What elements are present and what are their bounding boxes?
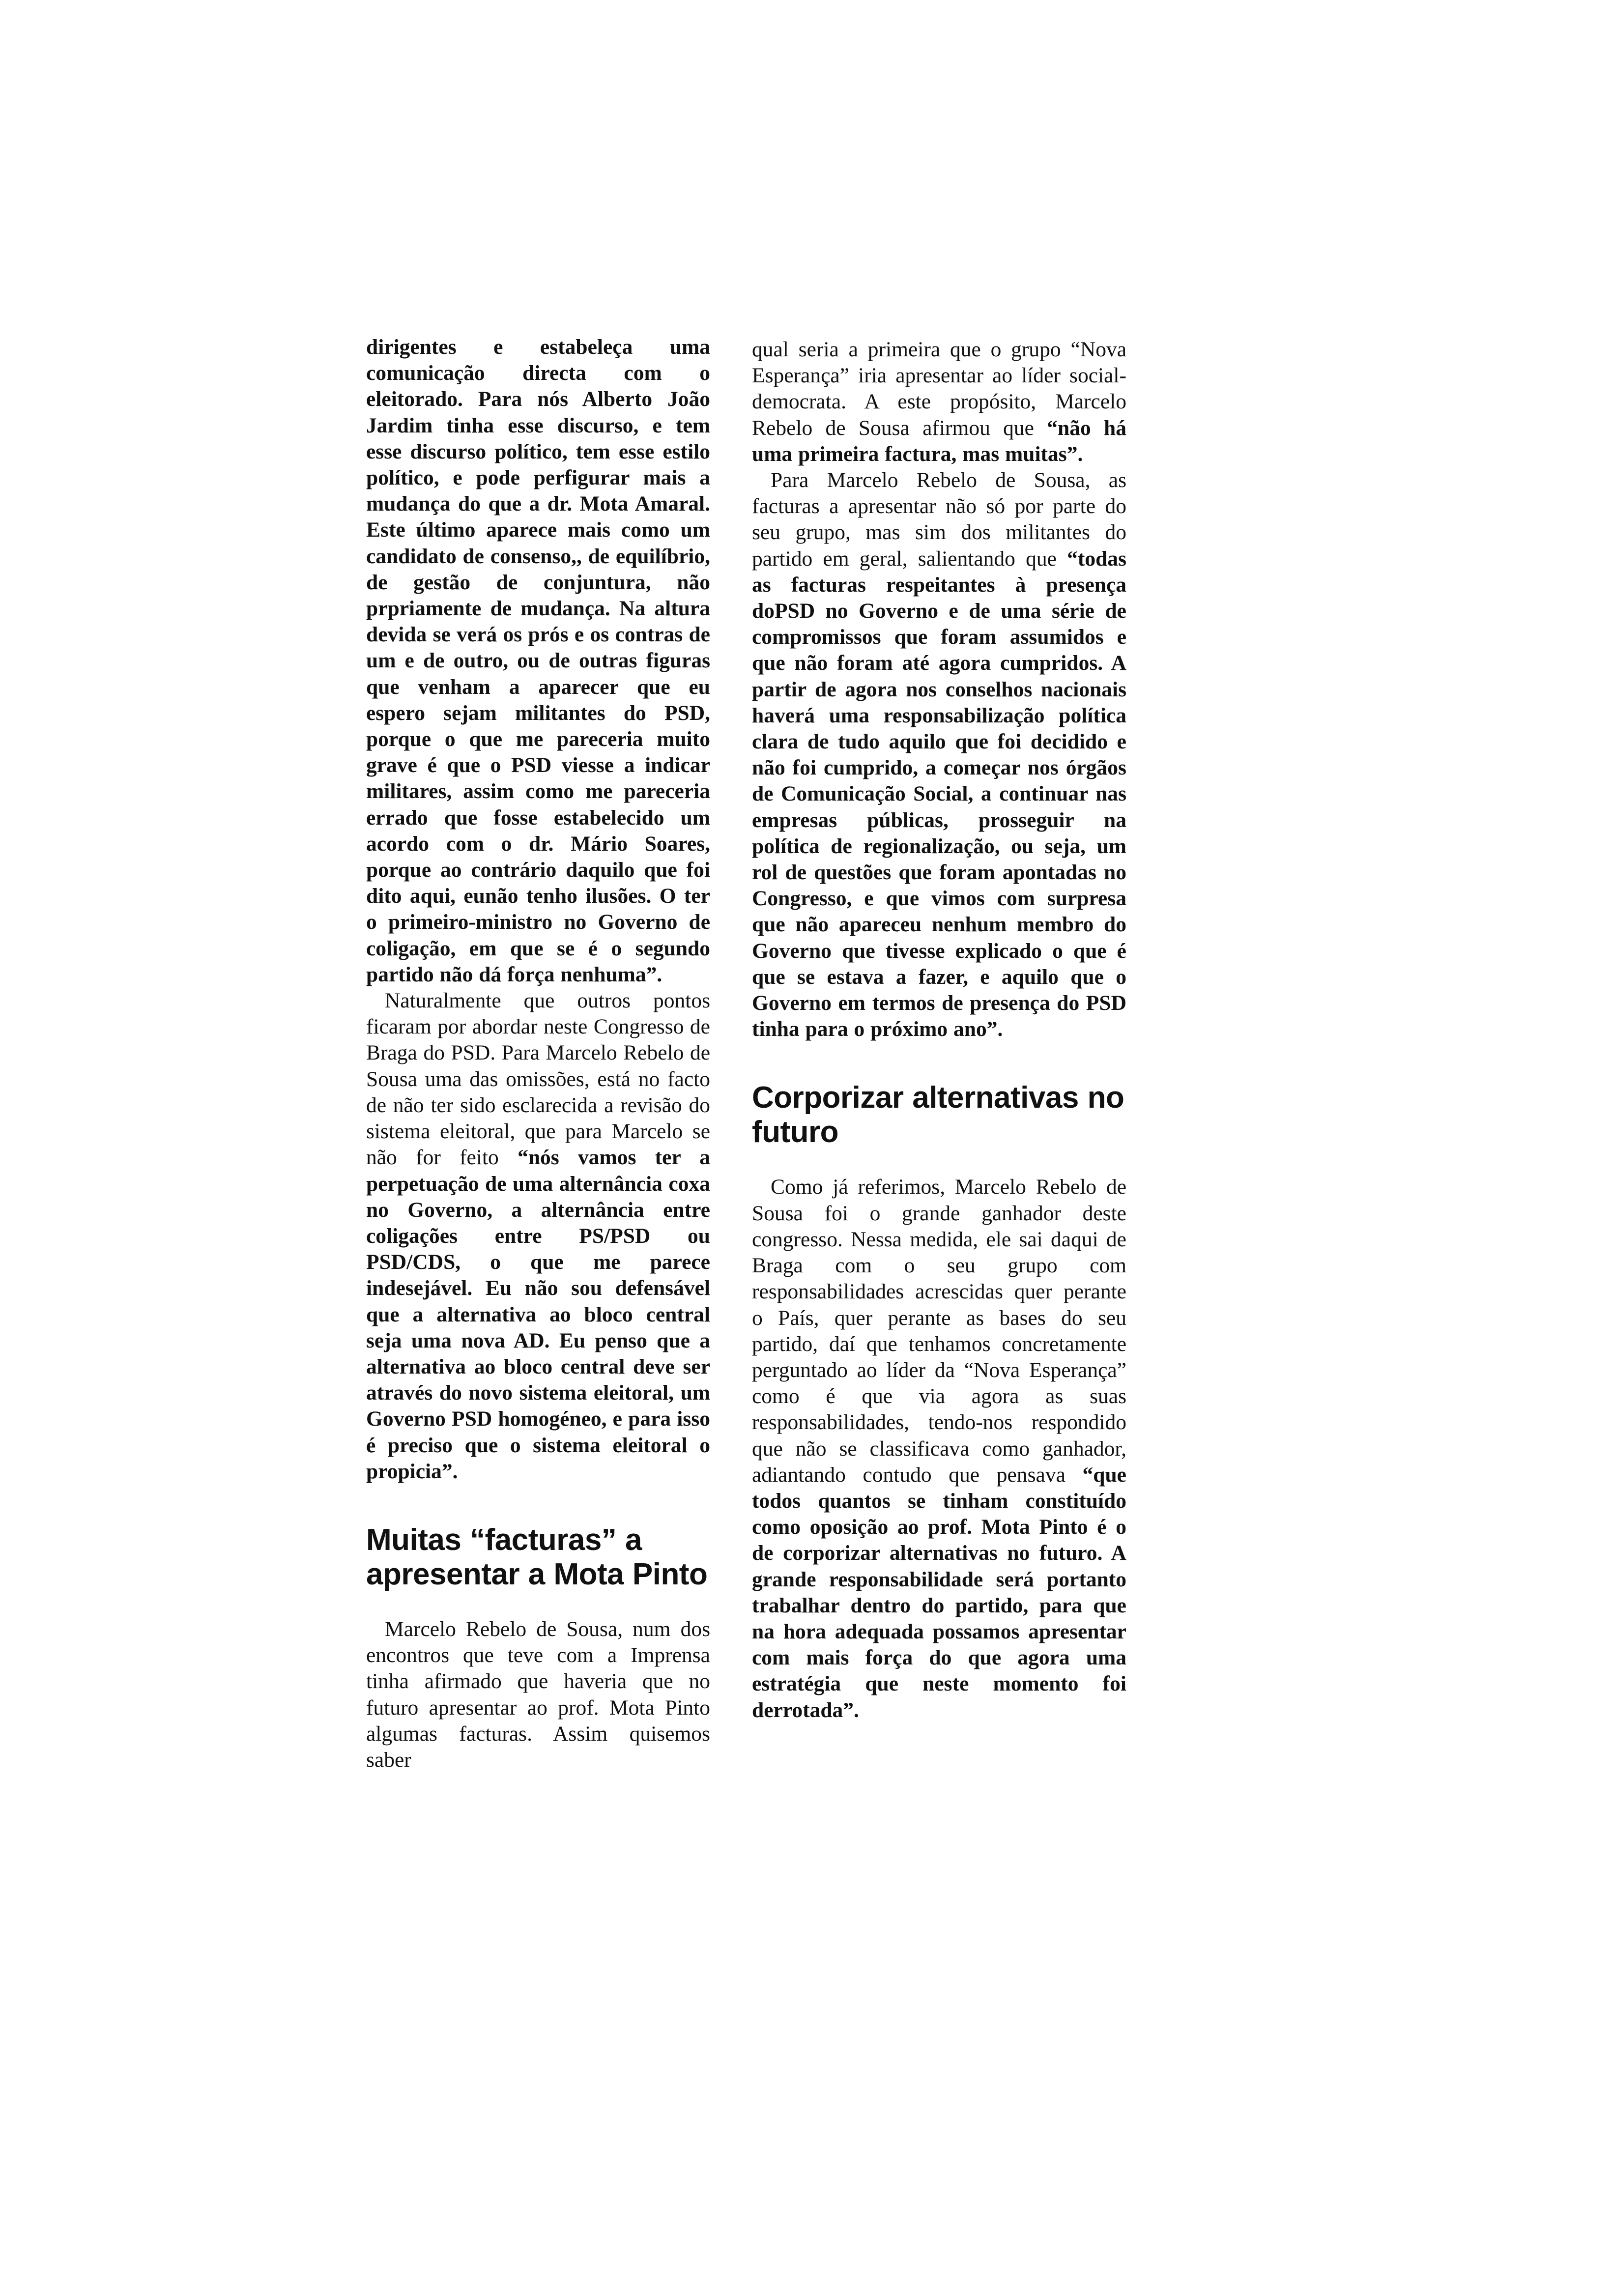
paragraph-text: dirigentes e estabeleça uma comunicação directa com o eleitorado. Para nós Alberto João Jardim tinha esse discurso, e tem esse discurso político, tem esse estilo político, e pode perfigurar mais a mudança do que a dr. Mota Amaral. Este último aparece mais como um candidato de consenso,, de equilíbrio, de gestão de conjuntura, não prpriamente de mudança. Na altura devida se verá os prós e os contras de um e de outro, ou de outras figuras que venham a aparecer que eu espero sejam militantes do PSD, porque o que me pareceria muito grave é que o PSD viesse a indicar militares, assim como me pareceria errado que fosse estabelecido um acordo com o dr. Mário Soares, porque ao contrário daquilo que foi dito aqui, eunão tenho ilusões. O ter o primeiro-ministro no Governo de coligação, em que se é o segundo partido não dá força nenhuma”. (366, 335, 710, 986)
paragraph-quote: “não há uma primeira factura, mas muitas”. (752, 416, 1126, 466)
paragraph (366, 988, 710, 1485)
paragraph (366, 1616, 710, 1773)
paragraph-quote: “que todos quantos se tinham constituído como oposição ao prof. Mota Pinto é o de corporizar alternativas no futuro. A grande responsabilidade será portanto trabalhar dentro do partido, para que na hora adequada possamos apresentar com mais força do que agora uma estratégia que neste momento foi derrotada”. (752, 1463, 1126, 1722)
right-column (752, 337, 1126, 1723)
paragraph-text: Para Marcelo Rebelo de Sousa, as facturas a apresentar não só por parte do seu grupo, mas sim dos militantes do partido em geral, salientando que (752, 468, 1126, 571)
paragraph-text: Como já referimos, Marcelo Rebelo de Sousa foi o grande ganhador deste congresso. Nessa medida, ele sai daqui de Braga com o seu grupo com responsabilidades acrescidas quer perante o País, quer perante as bases do seu partido, daí que tenhamos concretamente perguntado ao líder da “Nova Esperança” como é que via agora as suas responsabilidades, tendo-nos respondido que não se classificava como ganhador, adiantando contudo que pensava (752, 1175, 1126, 1487)
paragraph (752, 337, 1126, 467)
paragraph (752, 467, 1126, 1042)
paragraph-text: Marcelo Rebelo de Sousa, num dos encontros que teve com a Imprensa tinha afirmado que haveria que no futuro apresentar ao prof. Mota Pinto algumas facturas. Assim quisemos saber (366, 1617, 710, 1772)
paragraph-quote: “nós vamos ter a perpetuação de uma alternância coxa no Governo, a alternância entre coligações entre PS/PSD ou PSD/CDS, o que me parece indesejável. Eu não sou defensável que a alternativa ao bloco central seja uma nova AD. Eu penso que a alternativa ao bloco central deve ser através do novo sistema eleitoral, um Governo PSD homogéneo, e para isso é preciso que o sistema eleitoral o propicia”. (366, 1146, 710, 1483)
paragraph (366, 334, 710, 988)
paragraph (752, 1174, 1126, 1723)
left-column (366, 334, 710, 1773)
paragraph-quote: “todas as facturas respeitantes à presença doPSD no Governo e de uma série de compromissos que foram assumidos e que não foram até agora cumpridos. A partir de agora nos conselhos nacionais haverá uma responsabilização política clara de tudo aquilo que foi decidido e não foi cumprido, a começar nos órgãos de Comunicação Social, a continuar nas empresas públicas, prosseguir na política de regionalização, ou seja, um rol de questões que foram apontadas no Congresso, e que vimos com surpresa que não apareceu nenhum membro do Governo que tivesse explicado o que é que se estava a fazer, e aquilo que o Governo em termos de presença do PSD tinha para o próximo ano”. (752, 546, 1126, 1041)
paragraph-text: Naturalmente que outros pontos ficaram por abordar neste Congresso de Braga do PSD. Para Marcelo Rebelo de Sousa uma das omissões, está no facto de não ter sido esclarecida a revisão do sistema eleitoral, que para Marcelo se não for feito (366, 989, 710, 1170)
paragraph-text: qual seria a primeira que o grupo “Nova Esperança” iria apresentar ao líder social-democrata. A este propósito, Marcelo Rebelo de Sousa afirmou que (752, 338, 1126, 440)
section-headline: Corporizar alternativas no futuro (752, 1081, 1124, 1149)
section-headline: Muitas “facturas” a apresentar a Mota Pinto (366, 1522, 708, 1591)
